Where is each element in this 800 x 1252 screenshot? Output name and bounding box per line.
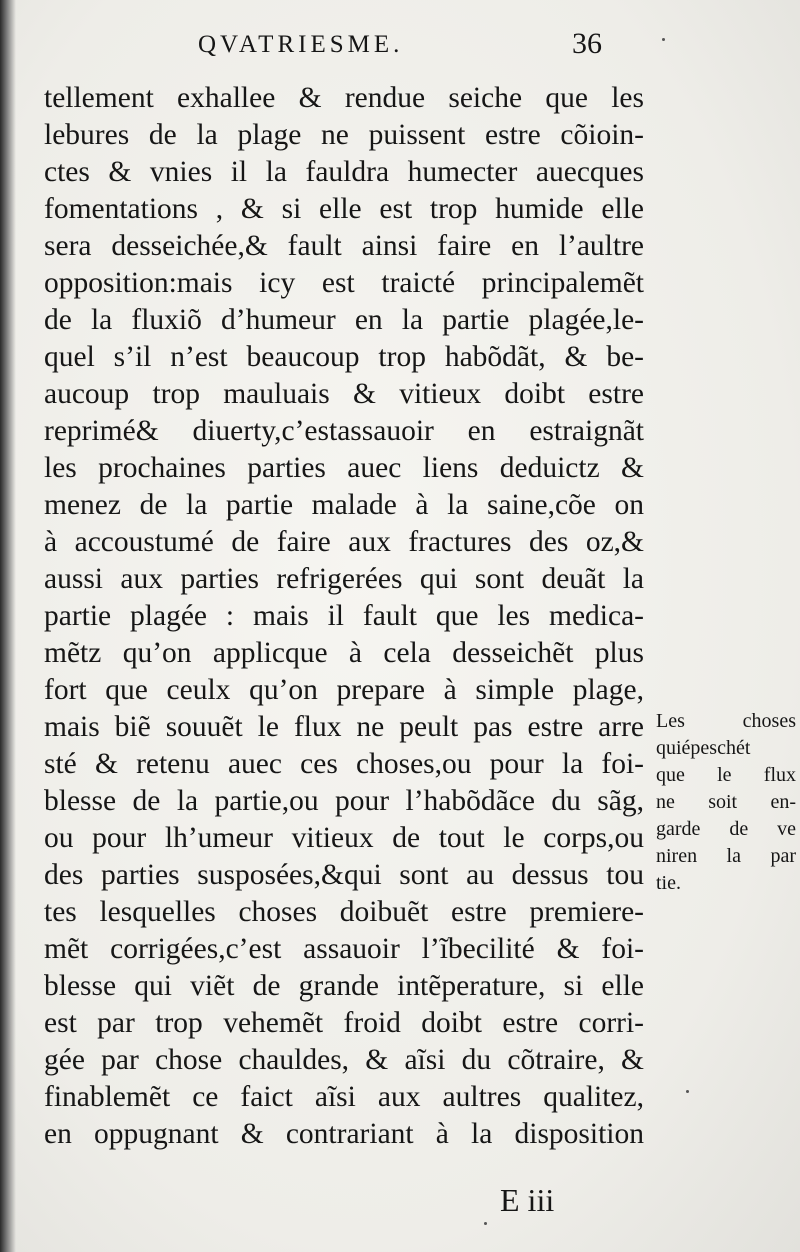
gutter-shadow <box>0 0 16 1252</box>
text-line: tellement exhallee & rendue seiche que les <box>44 82 644 114</box>
text-line: des parties susposées,&qui sont au dessus tou <box>44 859 644 891</box>
text-line: lebures de la plage ne puissent estre cõioin- <box>44 119 644 151</box>
text-line: en oppugnant & contrariant à la disposition <box>44 1118 644 1150</box>
speck <box>484 1222 487 1225</box>
page-number: 36 <box>572 27 602 60</box>
text-line: opposition:mais icy est traicté principalemẽt <box>44 267 644 299</box>
speck <box>662 38 665 41</box>
text-line: tes lesquelles choses doibuẽt estre premiere- <box>44 896 644 928</box>
text-line: partie plagée : mais il fault que les medica- <box>44 600 644 632</box>
speck <box>686 1090 689 1093</box>
text-line: ctes & vnies il la fauldra humecter auecques <box>44 156 644 188</box>
marginal-note-line: niren la par <box>656 845 796 867</box>
text-line: mẽtz qu’on applicque à cela desseichẽt plus <box>44 637 644 669</box>
text-line: gée par chose chauldes, & aĩsi du cõtraire, & <box>44 1044 644 1076</box>
text-line: aucoup trop mauluais & vitieux doibt estre <box>44 378 644 410</box>
marginal-note-line: quiépeschét <box>656 737 751 759</box>
text-line: quel s’il n’est beaucoup trop habõdãt, & be- <box>44 341 644 373</box>
text-line: aussi aux parties refrigerées qui sont deuãt la <box>44 563 644 595</box>
marginal-note <box>656 708 796 897</box>
text-line: blesse qui viẽt de grande intẽperature, si elle <box>44 970 644 1002</box>
marginal-note-line: ne soit en- <box>656 791 796 813</box>
text-line: est par trop vehemẽt froid doibt estre corri- <box>44 1007 644 1039</box>
running-head: QVATRIESME. <box>198 31 404 58</box>
text-line: de la fluxiõ d’humeur en la partie plagée,le- <box>44 304 644 336</box>
text-line: mais biẽ souuẽt le flux ne peult pas estre arre <box>44 711 644 743</box>
text-line: fomentations , & si elle est trop humide elle <box>44 193 644 225</box>
text-line: reprimé& diuerty,c’estassauoir en estraignãt <box>44 415 644 447</box>
marginal-note-line: Les choses <box>656 710 796 732</box>
marginal-note-line: garde de ve <box>656 818 796 840</box>
text-line: menez de la partie malade à la saine,cõe on <box>44 489 644 521</box>
text-line: à accoustumé de faire aux fractures des oz,& <box>44 526 644 558</box>
main-text-block <box>44 80 644 1153</box>
marginal-note-line: tie. <box>656 872 681 894</box>
text-line: finablemẽt ce faict aĩsi aux aultres qualitez, <box>44 1081 644 1113</box>
signature-mark: E iii <box>500 1182 555 1218</box>
text-line: fort que ceulx qu’on prepare à simple plage, <box>44 674 644 706</box>
text-line: sté & retenu auec ces choses,ou pour la foi- <box>44 748 644 780</box>
text-line: mẽt corrigées,c’est assauoir l’ĩbecilité & foi- <box>44 933 644 965</box>
text-line: blesse de la partie,ou pour l’habõdãce du sãg, <box>44 785 644 817</box>
text-line: les prochaines parties auec liens deduictz & <box>44 452 644 484</box>
text-line: sera desseichée,& fault ainsi faire en l’aultre <box>44 230 644 262</box>
marginal-note-line: que le flux <box>656 764 796 786</box>
text-line: ou pour lh’umeur vitieux de tout le corps,ou <box>44 822 644 854</box>
